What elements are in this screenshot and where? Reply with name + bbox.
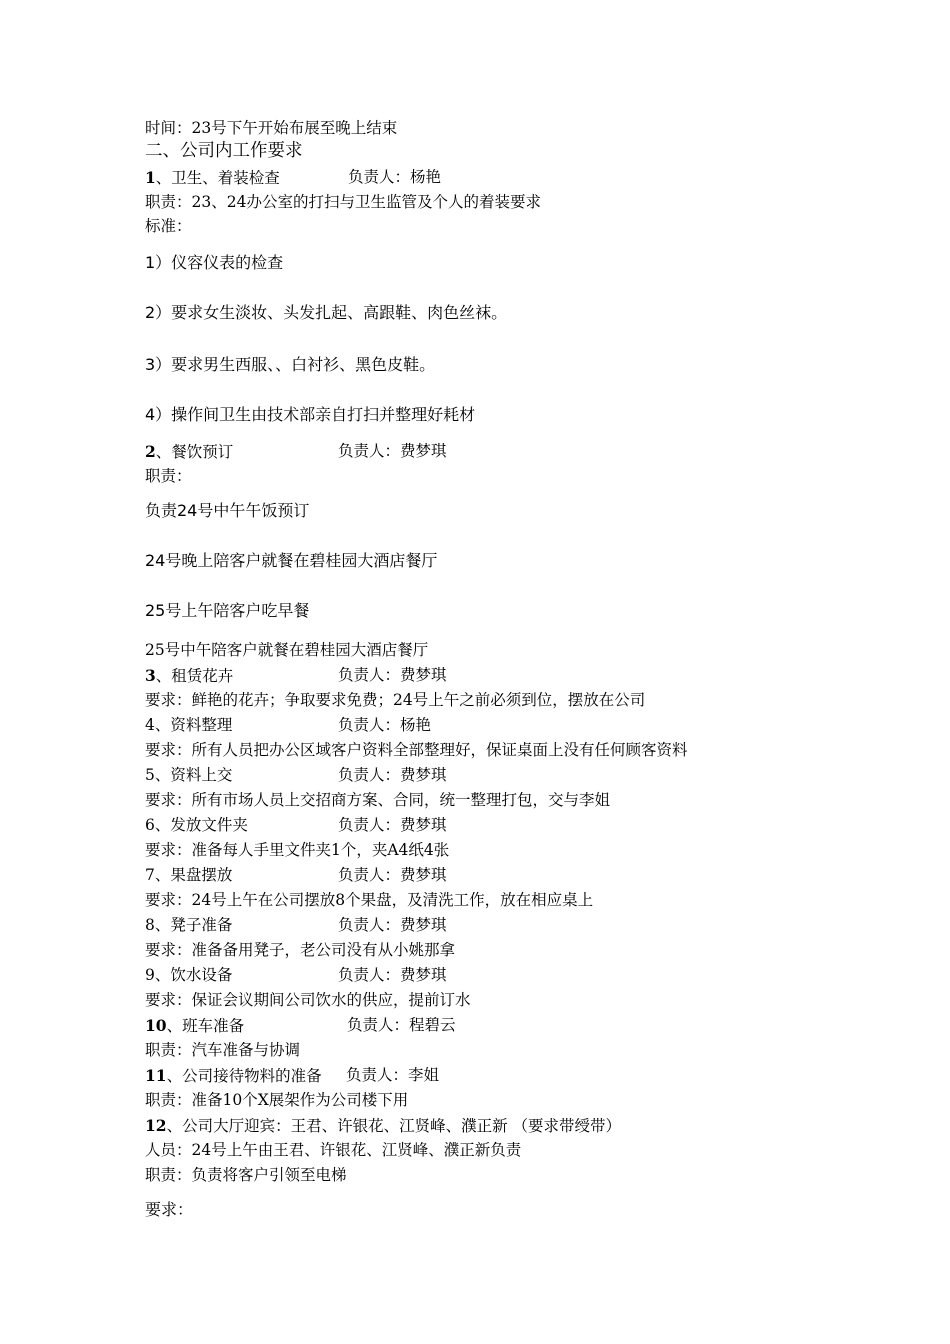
meal-item: 25号上午陪客户吃早餐 — [145, 601, 310, 620]
task-duty: 职责：负责将客户引领至电梯 — [145, 1166, 347, 1184]
task-owner: 负责人：费梦琪 — [338, 442, 447, 460]
task-name — [145, 170, 280, 187]
task-owner: 负责人：费梦琪 — [338, 916, 447, 934]
task-number: 10 — [145, 1016, 167, 1035]
standard-item: 3）要求男生西服、、白衬衫、黑色皮鞋。 — [145, 355, 436, 374]
task-requirement: 要求：准备每人手里文件夹1个，夹A4纸4张 — [145, 841, 450, 859]
task-name — [145, 1068, 322, 1085]
task-requirement: 要求：所有市场人员上交招商方案、合同，统一整理打包，交与李姐 — [145, 791, 611, 809]
task-label: 7、果盘摆放 — [145, 866, 233, 884]
task-requirement: 要求：所有人员把办公区域客户资料全部整理好，保证桌面上没有任何顾客资料 — [145, 741, 688, 759]
standard-label: 标准： — [145, 217, 192, 235]
standard-item: 2）要求女生淡妆、头发扎起、高跟鞋、肉色丝袜。 — [145, 303, 508, 322]
task-number: 1 — [145, 168, 156, 187]
task-owner: 负责人：费梦琪 — [338, 766, 447, 784]
meal-item: 25号中午陪客户就餐在碧桂园大酒店餐厅 — [145, 641, 429, 659]
task-name — [145, 444, 233, 461]
task-name — [145, 668, 233, 685]
task-owner: 负责人：李姐 — [346, 1066, 440, 1084]
task-label: 、公司接待物料的准备 — [166, 1067, 322, 1085]
task-owner: 负责人：费梦琪 — [338, 866, 447, 884]
standard-item: 4）操作间卫生由技术部亲自打扫并整理好耗材 — [145, 405, 476, 424]
task-label: 9、饮水设备 — [145, 966, 233, 984]
task-requirement: 要求：24号上午在公司摆放8个果盘，及清洗工作，放在相应桌上 — [145, 891, 594, 909]
task-owner: 负责人：杨艳 — [338, 716, 432, 734]
task-number: 3 — [145, 666, 156, 685]
task-label: 、租赁花卉 — [155, 667, 234, 685]
task-duty: 职责： — [145, 467, 192, 485]
task-duty: 职责：23、24办公室的打扫与卫生监管及个人的着装要求 — [145, 193, 541, 211]
task-name — [145, 1018, 244, 1035]
task-label: 4、资料整理 — [145, 716, 233, 734]
task-owner: 负责人：费梦琪 — [338, 966, 447, 984]
task-number: 2 — [145, 442, 156, 461]
task-label: 、卫生、着装检查 — [155, 169, 280, 187]
task-owner: 负责人：程碧云 — [347, 1016, 456, 1034]
task-owner: 负责人：费梦琪 — [338, 666, 447, 684]
time-line: 时间：23号下午开始布展至晚上结束 — [145, 119, 398, 137]
task-owner: 负责人：费梦琪 — [338, 816, 447, 834]
task-duty: 职责：准备10个X展架作为公司楼下用 — [145, 1091, 409, 1109]
task-requirement: 要求：鲜艳的花卉；争取要求免费；24号上午之前必须到位，摆放在公司 — [145, 691, 646, 709]
task-label: 6、发放文件夹 — [145, 816, 248, 834]
final-requirement-label: 要求： — [145, 1200, 194, 1219]
task-number: 12 — [145, 1116, 167, 1135]
task-duty: 职责：汽车准备与协调 — [145, 1041, 301, 1059]
meal-item: 负责24号中午午饭预订 — [145, 501, 310, 520]
task-label: 、班车准备 — [166, 1017, 245, 1035]
task-owner: 负责人：杨艳 — [348, 168, 442, 186]
meal-item: 24号晚上陪客户就餐在碧桂园大酒店餐厅 — [145, 551, 438, 570]
task-label: 8、凳子准备 — [145, 916, 233, 934]
task-number: 11 — [145, 1066, 167, 1085]
task-label: 、餐饮预订 — [155, 443, 234, 461]
task-requirement: 要求：保证会议期间公司饮水的供应，提前订水 — [145, 991, 471, 1009]
task-label: 、公司大厅迎宾：王君、许银花、江贤峰、濮正新 （要求带绶带） — [166, 1117, 622, 1135]
section-title: 二、公司内工作要求 — [145, 141, 303, 161]
task-requirement: 要求：准备备用凳子，老公司没有从小姚那拿 — [145, 941, 456, 959]
task-row-12 — [145, 1118, 621, 1135]
standard-item: 1）仪容仪表的检查 — [145, 253, 284, 272]
task-label: 5、资料上交 — [145, 766, 233, 784]
task-staff: 人员：24号上午由王君、许银花、江贤峰、濮正新负责 — [145, 1141, 522, 1159]
